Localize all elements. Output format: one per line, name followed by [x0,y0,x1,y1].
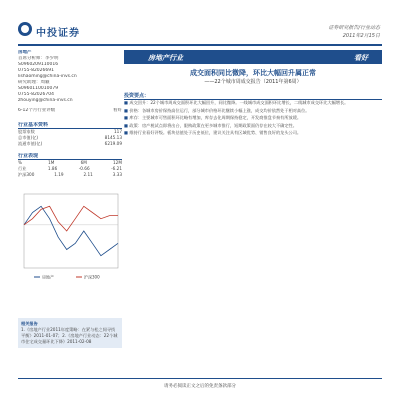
performance-cell: 行业 [18,166,27,171]
basic-info-table [18,129,122,147]
performance-cell: 1.19 [54,172,64,177]
performance-col-header: % [18,160,22,165]
summary-point-text: 成交回升：22个城市周成交面积环比大幅回升，同比微降。一线城市成交面积环比增长，二线城市成交环比大幅增长。 [129,100,349,105]
sector-label: 房地产 [18,50,32,55]
summary-point [124,115,382,122]
footer-disclaimer: 请务必阅读正文之后的免责条款部分 [164,384,236,389]
performance-cell: -0.66 [78,166,90,171]
report-title: 成交面积同比微降，环比大幅回升属正常 [190,69,316,77]
performance-col-header: 6M [80,160,87,165]
performance-cell: -6.21 [111,166,122,171]
bullet-icon: ■ [124,107,130,113]
brand-name: 中投证券 [36,28,80,39]
performance-col-header: 12M [113,160,122,165]
analyst-email[interactable]: lishaoming@china-invs.cn [18,74,77,79]
analyst-cert: S0960209110016 [18,62,59,67]
report-date: 2011年2月15日 [342,33,380,39]
summary-head: 投资要点： [124,92,382,100]
summary-point-text: 库存：主要城市可售面积环比略有增加，库存去化周期保持稳定，开发商推盘节奏有所放缓。 [129,115,302,120]
summary-point [124,130,382,137]
basic-info-value: 117 [114,129,122,134]
banner-rating: 看好 [354,54,368,62]
rating-value: 看好 [113,108,122,113]
basic-info-row [18,141,122,147]
basic-info-value: 8145.13 [104,135,122,140]
chart-frame [24,194,118,268]
researcher-name: 研究助理：周颖 [18,80,50,85]
basic-info-head: 行业基本资料 [18,122,122,129]
logo-icon [18,22,32,36]
legend-label: 房地产 [42,274,54,280]
performance-head: 行业表现 [18,153,122,160]
performance-row [18,172,122,178]
banner-title: 房地产行业 [148,54,183,62]
header-divider [18,44,382,46]
basic-info-value: 6219.09 [104,141,122,146]
performance-cell: 1.86 [47,166,58,171]
related-reports-head: 相关报告 [21,321,38,326]
footer-divider [18,378,382,379]
analyst-name: 首席分析师：李少明 [18,56,59,61]
summary-point-text: 价格：各城市房价保持高位运行，部分城市价格环比继续小幅上涨，成交均价依然处于相对高位。 [129,107,310,113]
summary-body [124,100,382,138]
performance-cell: 2.11 [83,172,93,177]
rating-label: 6-12个月行业评级 [18,108,56,113]
related-reports-box [18,318,122,348]
performance-cell: 沪深300 [18,172,35,177]
performance-chart [18,188,122,284]
summary-point-text: 维持行业看好评级。板块估值处于历史低位，建议关注具有区域优势、销售良好的龙头公司。 [129,130,302,135]
researcher-cert: S0960110010079 [18,86,59,91]
summary-point [124,100,382,107]
performance-col-header: 1M [48,160,55,165]
legend-label: 沪深300 [84,274,100,280]
report-subtitle: ——22个城市周成交报告（2011年第6周） [204,79,302,85]
analyst-phone: 0755-82026691 [18,68,54,73]
basic-info-label: 流通市值(亿) [18,141,43,146]
basic-info-label: 股票家数 [18,129,35,134]
rating-row [18,108,122,114]
summary-point [124,123,382,130]
related-reports-text: 1.《房地产行业2011年度策略：在紧与松之间寻找平衡》2011-01-07；2.《房地产行业动态：22个城市住宅成交量环比下降》2011-02-08 [21,327,118,344]
report-type: 证券研究报告/行业动态 [328,25,380,31]
left-column [18,50,122,178]
researcher-email[interactable]: zhouying@china-invs.cn [18,98,73,103]
bullet-icon: ■ [124,100,130,105]
bullet-icon: ■ [124,115,130,120]
researcher-phone: 0755-82026704 [18,92,54,97]
bullet-icon: ■ [124,122,130,128]
performance-cell: 3.33 [112,172,122,177]
summary-point-text: 政策：房产税试点即将出台，限购政策在更多城市推行，短期政策面仍存在较大不确定性。 [129,122,297,128]
report-header [262,24,380,40]
summary-point [124,108,382,115]
performance-table [18,160,122,178]
basic-info-label: 总市值(亿) [18,135,39,140]
bullet-icon: ■ [124,130,130,135]
